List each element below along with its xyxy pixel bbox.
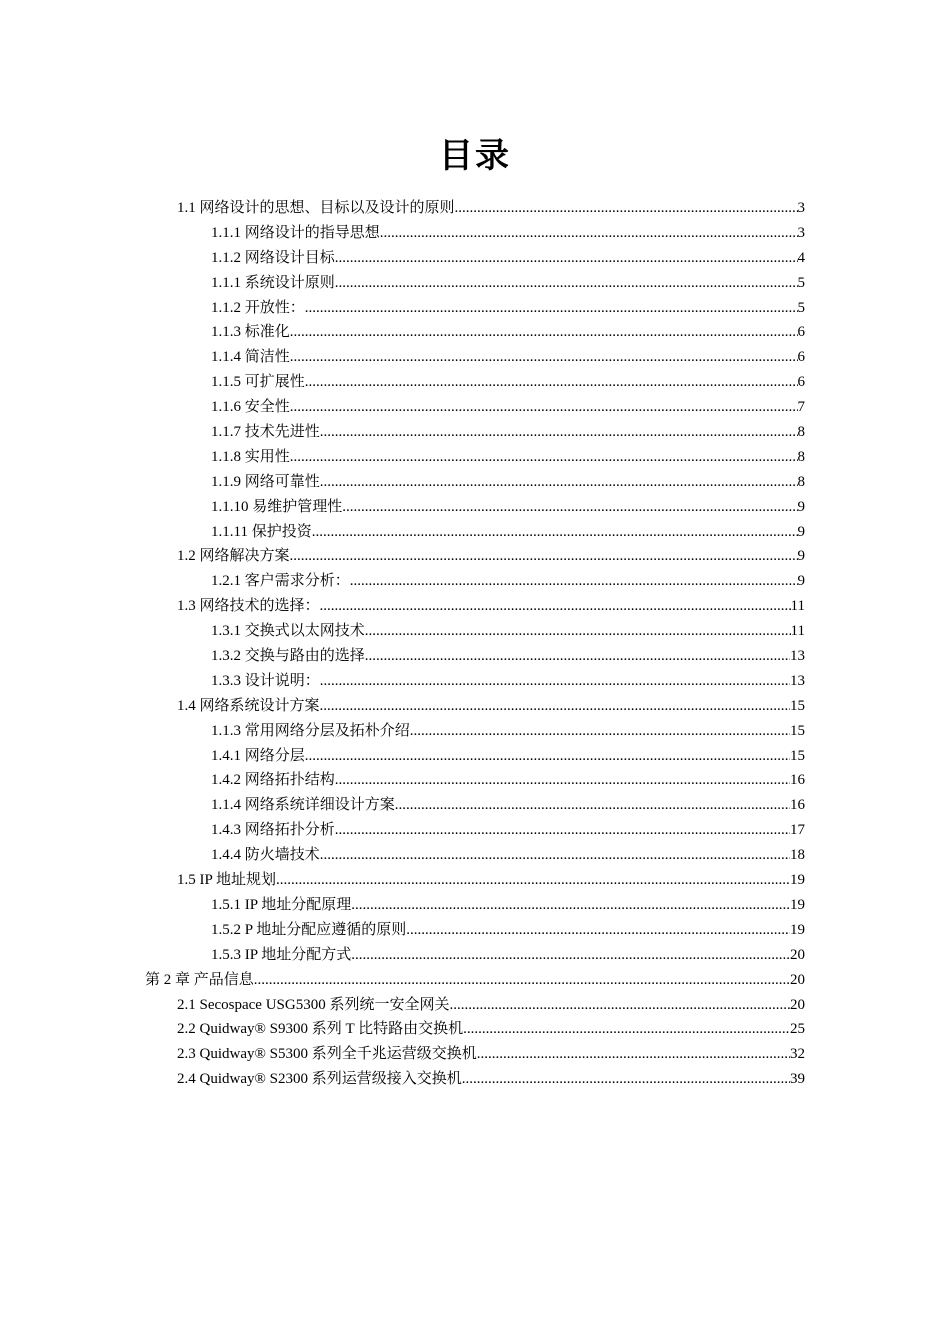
toc-entry[interactable] [0, 768, 950, 793]
toc-dot-leader [350, 569, 798, 594]
toc-dot-leader [254, 968, 790, 993]
toc-entry-label: 1.4.2 网络拓扑结构 [211, 772, 335, 789]
toc-dot-leader [406, 918, 790, 943]
toc-entry-page-number: 20 [790, 996, 805, 1013]
toc-entry-page-number: 6 [797, 349, 805, 366]
toc-entry[interactable] [0, 694, 950, 719]
toc-entry[interactable] [0, 296, 950, 321]
toc-entry[interactable] [0, 1067, 950, 1092]
toc-entry[interactable] [0, 918, 950, 943]
toc-entry[interactable] [0, 495, 950, 520]
toc-entry-label: 1.2 网络解决方案 [177, 548, 290, 565]
toc-dot-leader [477, 1042, 790, 1067]
toc-entry[interactable] [0, 345, 950, 370]
toc-entry-page-number: 9 [797, 548, 805, 565]
toc-entry-label: 2.3 Quidway® S5300 系列全千兆运营级交换机 [177, 1046, 477, 1063]
toc-entry-page-number: 13 [790, 648, 805, 665]
toc-entry[interactable] [0, 744, 950, 769]
table-of-contents [0, 196, 950, 1092]
toc-entry-page-number: 15 [790, 747, 805, 764]
toc-entry[interactable] [0, 843, 950, 868]
toc-entry[interactable] [0, 544, 950, 569]
toc-entry[interactable] [0, 619, 950, 644]
toc-entry-label: 1.2.1 客户需求分析： [211, 573, 350, 590]
toc-entry[interactable] [0, 271, 950, 296]
toc-entry-label: 1.3.1 交换式以太网技术 [211, 623, 365, 640]
toc-dot-leader [312, 520, 798, 545]
toc-dot-leader [290, 544, 798, 569]
toc-entry-label: 2.2 Quidway® S9300 系列 T 比特路由交换机 [177, 1021, 464, 1038]
toc-entry-page-number: 11 [790, 598, 805, 615]
toc-entry-page-number: 19 [790, 896, 805, 913]
toc-entry-label: 1.1.3 常用网络分层及拓朴介绍 [211, 722, 410, 739]
toc-dot-leader [365, 619, 791, 644]
toc-dot-leader [462, 1067, 790, 1092]
toc-dot-leader [320, 420, 798, 445]
toc-entry-label: 第 2 章 产品信息 [145, 971, 254, 988]
toc-entry[interactable] [0, 470, 950, 495]
toc-entry-label: 1.1.7 技术先进性 [211, 424, 320, 441]
toc-entry[interactable] [0, 793, 950, 818]
toc-entry-page-number: 15 [790, 697, 805, 714]
toc-entry-label: 1.5 IP 地址规划 [177, 872, 277, 889]
toc-entry-page-number: 5 [797, 299, 805, 316]
toc-entry-page-number: 15 [790, 722, 805, 739]
toc-entry-page-number: 8 [797, 473, 805, 490]
toc-entry-page-number: 32 [790, 1046, 805, 1063]
toc-dot-leader [365, 644, 790, 669]
toc-entry-page-number: 11 [790, 623, 805, 640]
toc-dot-leader [276, 868, 790, 893]
toc-entry-page-number: 3 [797, 224, 805, 241]
toc-dot-leader [335, 768, 790, 793]
toc-entry[interactable] [0, 395, 950, 420]
toc-entry-page-number: 8 [797, 448, 805, 465]
toc-entry-page-number: 19 [790, 921, 805, 938]
toc-entry-label: 1.1.4 网络系统详细设计方案 [211, 797, 395, 814]
toc-entry-label: 1.4.3 网络拓扑分析 [211, 822, 335, 839]
toc-entry-label: 1.5.3 IP 地址分配方式 [211, 946, 352, 963]
toc-entry[interactable] [0, 818, 950, 843]
toc-entry-label: 1.4.1 网络分层 [211, 747, 305, 764]
toc-dot-leader [290, 445, 798, 470]
toc-entry[interactable] [0, 893, 950, 918]
toc-entry[interactable] [0, 594, 950, 619]
toc-entry-page-number: 9 [797, 523, 805, 540]
toc-entry-label: 1.1.5 可扩展性 [211, 374, 305, 391]
toc-entry-page-number: 3 [797, 200, 805, 216]
toc-entry-page-number: 16 [790, 797, 805, 814]
toc-entry-label: 1.1.4 简洁性 [211, 349, 290, 366]
toc-entry[interactable] [0, 644, 950, 669]
toc-entry-page-number: 16 [790, 772, 805, 789]
toc-entry-page-number: 17 [790, 822, 805, 839]
toc-dot-leader [320, 594, 791, 619]
toc-entry[interactable] [0, 196, 950, 221]
toc-entry[interactable] [0, 569, 950, 594]
toc-entry-label: 1.1.9 网络可靠性 [211, 473, 320, 490]
toc-entry-page-number: 5 [797, 274, 805, 291]
toc-entry-label: 1.1.8 实用性 [211, 448, 290, 465]
toc-entry-label: 1.1.3 标准化 [211, 324, 290, 341]
toc-dot-leader [351, 893, 790, 918]
toc-dot-leader [335, 818, 790, 843]
toc-entry-page-number: 18 [790, 847, 805, 864]
toc-entry-page-number: 13 [790, 672, 805, 689]
toc-dot-leader [380, 221, 798, 246]
toc-title: 目录 [439, 136, 511, 176]
toc-dot-leader [320, 843, 790, 868]
toc-dot-leader [463, 1017, 790, 1042]
toc-dot-leader [290, 395, 798, 420]
toc-entry-label: 2.4 Quidway® S2300 系列运营级接入交换机 [177, 1071, 462, 1088]
toc-entry-page-number: 6 [797, 324, 805, 341]
toc-dot-leader [335, 271, 798, 296]
toc-dot-leader [290, 320, 798, 345]
toc-dot-leader [320, 694, 790, 719]
toc-entry-label: 1.4 网络系统设计方案 [177, 697, 320, 714]
toc-entry-label: 1.3.2 交换与路由的选择 [211, 648, 365, 665]
toc-dot-leader [395, 793, 790, 818]
toc-entry[interactable] [0, 993, 950, 1018]
toc-entry-page-number: 25 [790, 1021, 805, 1038]
toc-entry-label: 1.3.3 设计说明： [211, 672, 320, 689]
toc-dot-leader [305, 296, 798, 321]
toc-entry-label: 1.1.6 安全性 [211, 399, 290, 416]
toc-dot-leader [305, 370, 798, 395]
toc-entry[interactable] [0, 868, 950, 893]
toc-entry[interactable] [0, 420, 950, 445]
toc-entry-page-number: 6 [797, 374, 805, 391]
toc-entry[interactable] [0, 968, 950, 993]
toc-entry-page-number: 9 [797, 573, 805, 590]
toc-dot-leader [320, 669, 790, 694]
toc-entry-label: 1.3 网络技术的选择： [177, 598, 320, 615]
toc-entry-label: 1.4.4 防火墙技术 [211, 847, 320, 864]
toc-entry[interactable] [0, 1017, 950, 1042]
toc-entry-page-number: 20 [790, 946, 805, 963]
toc-dot-leader [351, 943, 790, 968]
toc-entry[interactable] [0, 943, 950, 968]
toc-dot-leader [455, 196, 798, 221]
toc-dot-leader [290, 345, 798, 370]
toc-dot-leader [449, 993, 790, 1018]
toc-entry-label: 2.1 Secospace USG5300 系列统一安全网关 [177, 996, 450, 1013]
toc-entry-label: 1.1.10 易维护管理性 [211, 498, 343, 515]
toc-entry-label: 1.1.1 系统设计原则 [211, 274, 335, 291]
toc-entry[interactable] [0, 246, 950, 271]
toc-entry-page-number: 39 [790, 1071, 805, 1088]
toc-entry-label: 1.1 网络设计的思想、目标以及设计的原则 [177, 200, 455, 216]
toc-entry-page-number: 7 [797, 399, 805, 416]
toc-entry[interactable] [0, 370, 950, 395]
toc-dot-leader [335, 246, 798, 271]
toc-entry-page-number: 4 [797, 249, 805, 266]
toc-entry-label: 1.1.2 开放性： [211, 299, 305, 316]
toc-entry[interactable] [0, 520, 950, 545]
toc-entry[interactable] [0, 221, 950, 246]
toc-entry-label: 1.1.11 保护投资 [211, 523, 312, 540]
toc-dot-leader [305, 744, 790, 769]
toc-entry[interactable] [0, 320, 950, 345]
toc-entry-label: 1.5.2 P 地址分配应遵循的原则 [211, 921, 407, 938]
toc-dot-leader [410, 719, 790, 744]
toc-entry[interactable] [0, 1042, 950, 1067]
toc-entry-label: 1.1.2 网络设计目标 [211, 249, 335, 266]
toc-entry[interactable] [0, 445, 950, 470]
toc-dot-leader [320, 470, 798, 495]
toc-entry-page-number: 20 [790, 971, 805, 988]
toc-entry-page-number: 8 [797, 424, 805, 441]
toc-entry[interactable] [0, 669, 950, 694]
toc-entry[interactable] [0, 719, 950, 744]
toc-entry-label: 1.1.1 网络设计的指导思想 [211, 224, 380, 241]
toc-entry-page-number: 9 [797, 498, 805, 515]
toc-dot-leader [342, 495, 797, 520]
toc-entry-label: 1.5.1 IP 地址分配原理 [211, 896, 352, 913]
toc-entry-page-number: 19 [790, 872, 805, 889]
